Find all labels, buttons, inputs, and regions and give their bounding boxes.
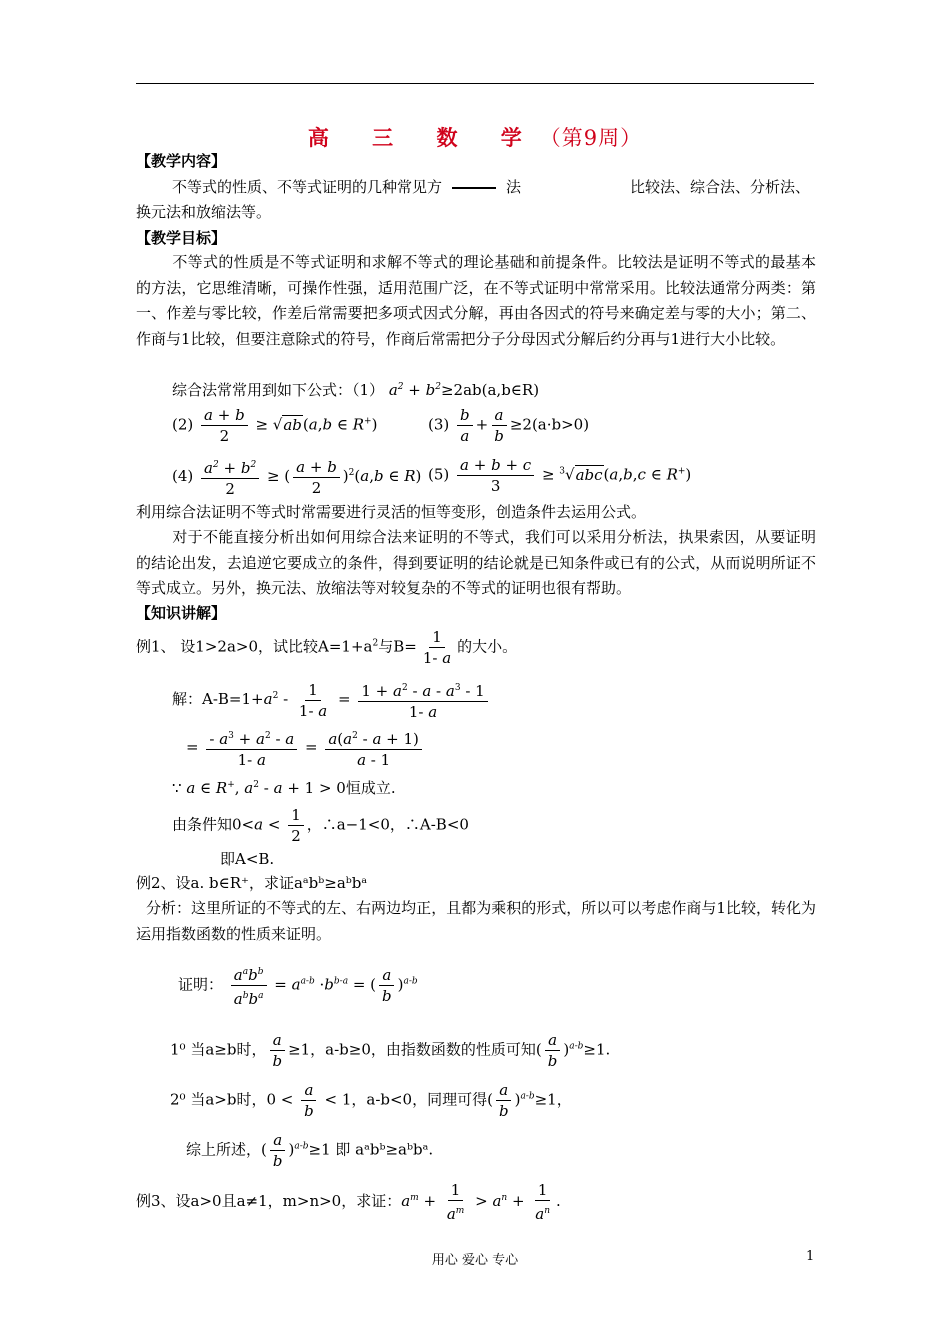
content-methods: 比较法、综合法、分析法、 — [630, 178, 811, 196]
example2-statement: 例2、设a. b∈R⁺，求证aᵃbᵇ≥aᵇbᵃ — [136, 874, 368, 892]
knowledge-heading: 【知识讲解】 — [136, 604, 227, 622]
example1-condition: 由条件知0<a < $\frac{1}{2}$ ，∴a−1<0，∴A-B<0 — [172, 806, 469, 845]
goal-paragraph-3: 对于不能直接分析出如何用综合法来证明的不等式，我们可以采用分析法，执果索因，从要证明的结论出发，去追逆它要成立的条件，得到要证明的结论就是已知条件或已有的公式，从而说明所证不等式成立。另外，换元法、放缩法等对较复杂的不等式的证明也很有帮助。 — [136, 528, 816, 597]
example2-case2: 2⁰ 当a>b时，0 < $\frac{a}{b}$ < 1，a-b<0，同理可得( $\frac{a}{b}$ )$^{a-b}$≥1， — [170, 1081, 572, 1120]
example1-since: ∵ a ∈ R+, $a^2 - a + 1 > 0$恒成立. — [172, 779, 396, 797]
title-main: 高 三 数 学 — [307, 125, 540, 150]
dash-rule — [452, 187, 496, 189]
example3-statement: 例3、设a>0且a≠1，m>n>0，求证：$a^m$ + $\frac{1}{a^m}$ > $a^n$ + $\frac{1}{a^n}$ . — [136, 1181, 561, 1223]
example2-proof: 证明： $\frac{a^ab^b}{a^bb^a}$ = $a^{a-b} \cdot b^{b-a}$ = ( $\frac{a}{b}$ )$^{a-b}$ — [178, 962, 418, 1009]
example1-solution-line1: 解：$A-B=1+a^2$ - $\frac{1}{1- a}$ = $\frac{1 + a^2 - a - a^3 - 1}{1- a}$ — [172, 678, 491, 722]
goal-paragraph-1: 不等式的性质是不等式证明和求解不等式的理论基础和前提条件。比较法是证明不等式的最基本的方法，它思维清晰，可操作性强，适用范围广泛，在不等式证明中常常采用。比较法通常分两类：第一、作差与零比较，作差后常需要把多项式因式分解，再由各因式的符号来确定差与零的大小；第二、作商与1比较，但要注意除式的符号，作商后常需把分子分母因式分解后约分再与1进行大小比较。 — [136, 253, 816, 348]
formula-5: (5) $\frac{a + b + c}{3}$ ≥ $^3$√abc(a,b,c ∈ R+) — [428, 456, 692, 495]
formula-1: $a^2 + b^2$ — [388, 381, 441, 399]
example1-statement: 例1、 设1>2a>0，试比较$A=1+a^2$与B= $\frac{1}{1- a}$ 的大小。 — [136, 628, 518, 667]
formula-3: (3) $\frac{b}{a}$ + $\frac{a}{b}$ ≥2(a·b>0) — [428, 406, 590, 445]
title-sub: （第9周） — [539, 126, 643, 150]
formula-intro: 综合法常常用到如下公式：（1） $a^2$ + $b^2\ge 2ab(a,b\in R)$ — [172, 381, 540, 399]
example1-conclusion: 即A<B. — [220, 850, 275, 868]
content-line-2: 换元法和放缩法等。 — [136, 203, 272, 221]
formula-2: (2) $\frac{a + b}{2}$ ≥ √ab(a,b ∈ R+) — [172, 406, 378, 445]
header-rule — [136, 83, 814, 84]
content-heading: 【教学内容】 — [136, 152, 227, 170]
example1-solution-line2: = $\frac{- a^3 + a^2 - a}{1- a}$ = $\frac{a(a^2 - a + 1)}{a - 1}$ — [186, 726, 425, 770]
content-line-1: 不等式的性质、不等式证明的几种常见方 法 — [172, 178, 522, 196]
goal-heading: 【教学目标】 — [136, 229, 227, 247]
page-number: 1 — [806, 1249, 815, 1264]
example2-analysis: 分析：这里所证的不等式的左、右两边均正，且都为乘积的形式，所以可以考虑作商与1比较，转化为运用指数函数的性质来证明。 — [136, 899, 816, 943]
example2-case1: 1⁰ 当a≥b时， $\frac{a}{b}$ ≥1，a-b≥0，由指数函数的性质可知( $\frac{a}{b}$ )$^{a-b}$≥1. — [170, 1031, 611, 1070]
footer-motto: 用心 爱心 专心 — [431, 1253, 519, 1268]
page-title — [0, 122, 950, 152]
example2-summary: 综上所述，( $\frac{a}{b}$ )$^{a-b}$≥1 即 aᵃbᵇ≥aᵇbᵃ. — [186, 1131, 434, 1170]
formula-4: (4) $\frac{a^2 + b^2}{2}$ ≥ ( $\frac{a + b}{2}$ )$^2$(a,b ∈ R) — [172, 455, 421, 499]
goal-paragraph-2: 利用综合法证明不等式时常需要进行灵活的恒等变形，创造条件去运用公式。 — [136, 503, 647, 521]
